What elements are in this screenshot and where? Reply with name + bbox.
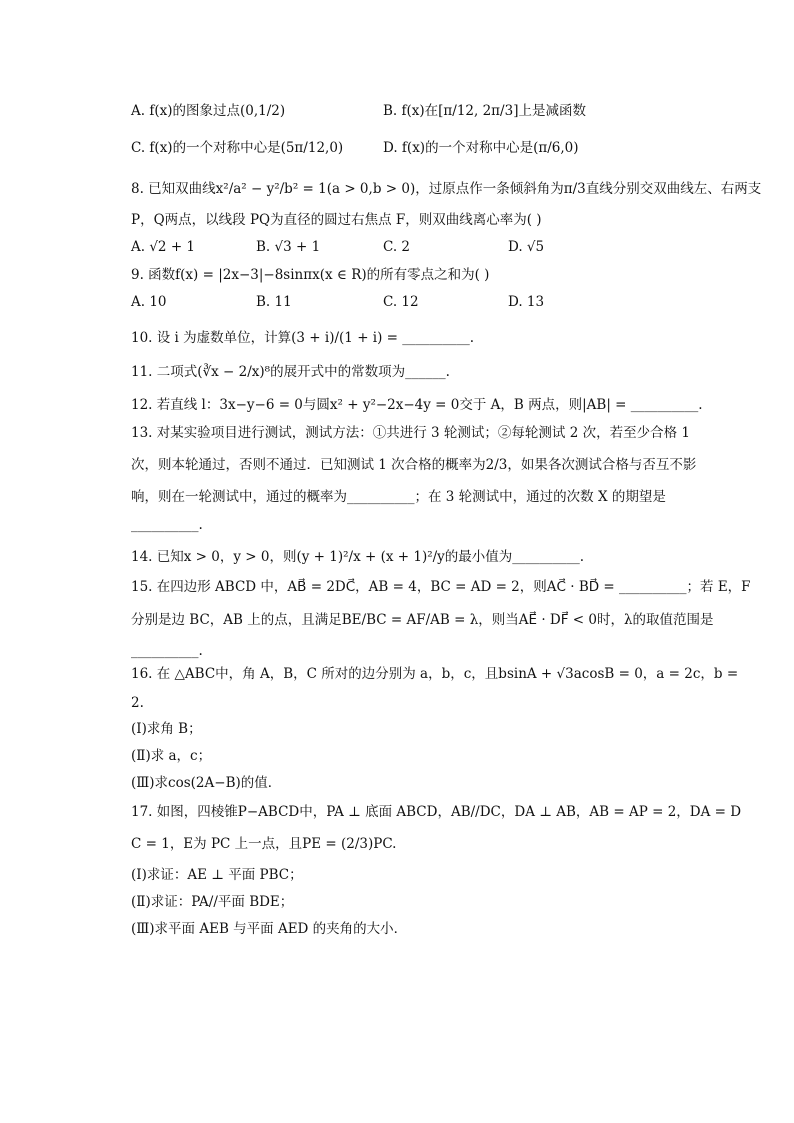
q9-option-a: A. 10 <box>131 294 167 310</box>
q16-part1: (Ⅰ)求角 B； <box>131 721 202 737</box>
q10: 10. 设 i 为虚数单位，计算(3 + i)/(1 + i) = __________. <box>131 330 475 346</box>
q15-line1: 15. 在四边形 ABCD 中，AB⃗ = 2DC⃗，AB = 4，BC = AD = 2，则AC⃗ · BD⃗ = __________；若 E，F <box>131 579 751 595</box>
q13-line2: 次，则本轮通过，否则不通过．已知测试 1 次合格的概率为2/3，如果各次测试合格与否互不影 <box>131 457 697 473</box>
q8-stem-line1: 8. 已知双曲线x²/a² − y²/b² = 1(a > 0,b > 0)，过原点作一条倾斜角为π/3直线分别交双曲线左、右两支 <box>131 181 762 197</box>
q17-part2: (Ⅱ)求证：PA//平面 BDE； <box>131 894 294 910</box>
q17-line2: C = 1，E为 PC 上一点，且PE = (2/3)PC. <box>131 836 397 852</box>
q7-option-c: C. f(x)的一个对称中心是(5π/12,0) <box>131 140 344 156</box>
q17-part1: (Ⅰ)求证：AE ⊥ 平面 PBC； <box>131 867 303 883</box>
q15-line3: __________. <box>131 643 203 659</box>
q17-line1: 17. 如图，四棱锥P−ABCD中，PA ⊥ 底面 ABCD，AB//DC，DA ⊥ AB，AB = AP = 2，DA = D <box>131 804 742 820</box>
q7-option-d: D. f(x)的一个对称中心是(π/6,0) <box>383 140 579 156</box>
q13-line3: 响，则在一轮测试中，通过的概率为__________；在 3 轮测试中，通过的次数 X 的期望是 <box>131 489 666 505</box>
q8-option-b: B. √3 + 1 <box>256 239 321 255</box>
q12: 12. 若直线 l：3x−y−6 = 0与圆x² + y²−2x−4y = 0交于 A，B 两点，则|AB| = __________. <box>131 397 703 413</box>
q13-line1: 13. 对某实验项目进行测试，测试方法：①共进行 3 轮测试；②每轮测试 2 次，若至少合格 1 <box>131 425 690 441</box>
q16-part3: (Ⅲ)求cos(2A−B)的值． <box>131 775 282 791</box>
q9-stem: 9. 函数f(x) = |2x−3|−8sinπx(x ∈ R)的所有零点之和为( ) <box>131 267 490 283</box>
q11: 11. 二项式(∛x − 2/x)⁸的展开式中的常数项为______. <box>131 364 450 380</box>
q13-line4: __________. <box>131 517 203 533</box>
q8-option-d: D. √5 <box>508 239 545 255</box>
q8-stem-line2: P，Q两点，以线段 PQ为直径的圆过右焦点 F，则双曲线离心率为( ) <box>131 212 542 228</box>
q9-option-b: B. 11 <box>256 294 292 310</box>
q16-line2: 2. <box>131 695 144 711</box>
q16-part2: (Ⅱ)求 a，c； <box>131 748 212 764</box>
q17-part3: (Ⅲ)求平面 AEB 与平面 AED 的夹角的大小． <box>131 921 408 937</box>
q8-option-c: C. 2 <box>383 239 411 255</box>
q16-line1: 16. 在 △ABC中，角 A，B，C 所对的边分别为 a，b，c，且bsinA + √3acosB = 0，a = 2c，b = <box>131 666 739 682</box>
q7-option-b: B. f(x)在[π/12, 2π/3]上是减函数 <box>383 103 586 119</box>
q14: 14. 已知x > 0，y > 0，则(y + 1)²/x + (x + 1)²/y的最小值为__________. <box>131 549 585 565</box>
q7-option-a: A. f(x)的图象过点(0,1/2) <box>131 103 286 119</box>
q8-option-a: A. √2 + 1 <box>131 239 196 255</box>
q15-line2: 分别是边 BC，AB 上的点，且满足BE/BC = AF/AB = λ，则当AE⃗ · DF⃗ < 0时，λ的取值范围是 <box>131 612 714 628</box>
q9-option-c: C. 12 <box>383 294 419 310</box>
q9-option-d: D. 13 <box>508 294 545 310</box>
